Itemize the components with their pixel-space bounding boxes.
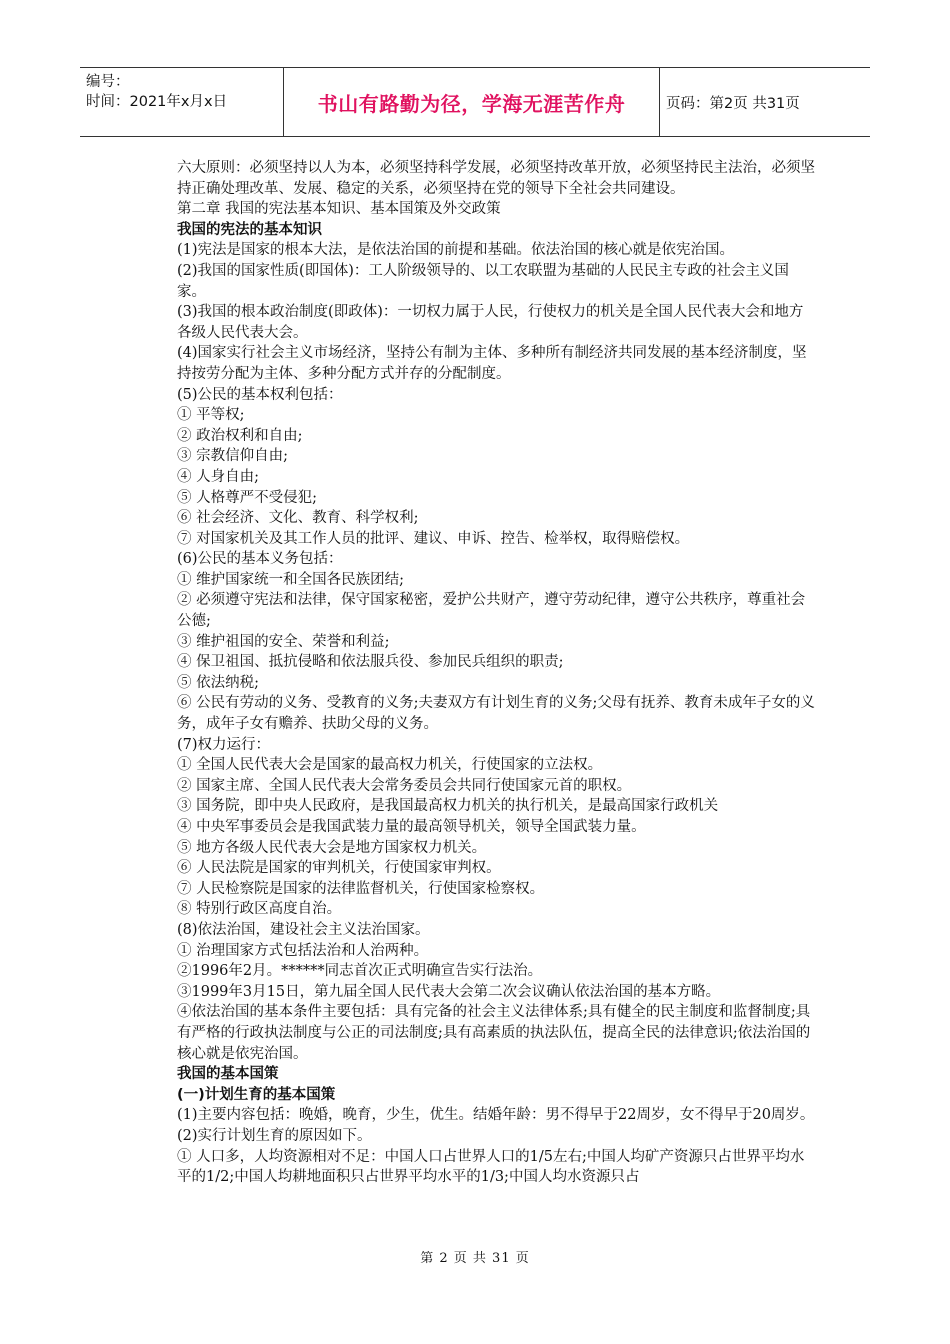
body-paragraph: 六大原则：必须坚持以人为本，必须坚持科学发展，必须坚持改革开放，必须坚持民主法治，必须坚持正确处理改革、发展、稳定的关系，必须坚持在党的领导下全社会共同建设。	[177, 160, 815, 197]
body-paragraph: (2)我国的国家性质(即国体)：工人阶级领导的、以工农联盟为基础的人民民主专政的社会主义国家。	[177, 262, 789, 300]
body-paragraph: ① 平等权;	[177, 407, 245, 424]
body-paragraph: ⑦ 人民检察院是国家的法律监督机关，行使国家检察权。	[177, 880, 545, 897]
body-paragraph: (1)宪法是国家的根本大法，是依法治国的前提和基础。依法治国的核心就是依宪治国。	[177, 242, 735, 259]
body-paragraph: ④依法治国的基本条件主要包括：具有完备的社会主义法律体系;具有健全的民主制度和监督制度;具有严格的行政执法制度与公正的司法制度;具有高素质的执法队伍，提高全民的法律意识;依法治国的核心就是依宪治国。	[177, 1004, 811, 1062]
body-paragraph: ②1996年2月。******同志首次正式明确宣告实行法治。	[177, 963, 543, 980]
body-paragraph: (1)主要内容包括：晚婚，晚育，少生，优生。结婚年龄：男不得早于22周岁，女不得早于20周岁。	[177, 1107, 815, 1124]
body-paragraph: (7)权力运行：	[177, 736, 271, 753]
body-paragraph: ⑤ 依法纳税;	[177, 674, 259, 691]
motto-text: 书山有路勤为径，学海无涯苦作舟	[317, 91, 626, 116]
body-paragraph: ⑦ 对国家机关及其工作人员的批评、建议、申诉、控告、检举权，取得赔偿权。	[177, 530, 690, 547]
section-heading: 我国的基本国策	[177, 1066, 279, 1083]
page-header	[80, 67, 870, 137]
body-paragraph: (8)依法治国，建设社会主义法治国家。	[177, 921, 430, 938]
body-paragraph: ④ 人身自由;	[177, 468, 259, 485]
body-paragraph: ① 全国人民代表大会是国家的最高权力机关，行使国家的立法权。	[177, 757, 603, 774]
body-paragraph: (3)我国的根本政治制度(即政体)：一切权力属于人民，行使权力的机关是全国人民代表大会和地方各级人民代表大会。	[177, 304, 804, 341]
body-paragraph: 第二章 我国的宪法基本知识、基本国策及外交政策	[177, 201, 501, 218]
section-heading: (一)计划生育的基本国策	[177, 1086, 336, 1103]
body-paragraph: ③ 国务院，即中央人民政府，是我国最高权力机关的执行机关，是最高国家行政机关	[177, 798, 719, 815]
body-paragraph: (5)公民的基本权利包括：	[177, 386, 343, 403]
document-body	[177, 158, 817, 1188]
body-paragraph: ① 人口多，人均资源相对不足：中国人口占世界人口的1/5左右;中国人均矿产资源只占世界平均水平的1/2;中国人均耕地面积只占世界平均水平的1/3;中国人均水资源只占	[177, 1148, 805, 1186]
body-paragraph: ③1999年3月15日，第九届全国人民代表大会第二次会议确认依法治国的基本方略。	[177, 983, 721, 1000]
body-paragraph: (6)公民的基本义务包括：	[177, 551, 343, 568]
header-page-info: 页码：第2页 共31页	[666, 95, 800, 112]
body-paragraph: ③ 宗教信仰自由;	[177, 448, 288, 465]
body-paragraph: ② 国家主席、全国人民代表大会常务委员会共同行使国家元首的职权。	[177, 777, 632, 794]
body-paragraph: ① 治理国家方式包括法治和人治两种。	[177, 942, 429, 959]
body-paragraph: ② 必须遵守宪法和法律，保守国家秘密，爱护公共财产，遵守劳动纪律，遵守公共秩序，尊重社会公德;	[177, 592, 806, 630]
body-paragraph: (2)实行计划生育的原因如下。	[177, 1127, 372, 1144]
body-paragraph: ⑤ 地方各级人民代表大会是地方国家权力机关。	[177, 839, 487, 856]
header-page-cell	[660, 68, 870, 136]
body-paragraph: ⑧ 特别行政区高度自治。	[177, 901, 342, 918]
body-paragraph: ① 维护国家统一和全国各民族团结;	[177, 571, 404, 588]
body-paragraph: ② 政治权利和自由;	[177, 427, 303, 444]
body-paragraph: (4)国家实行社会主义市场经济，坚持公有制为主体、多种所有制经济共同发展的基本经济制度，坚持按劳分配为主体、多种分配方式并存的分配制度。	[177, 345, 807, 382]
page-footer	[0, 1247, 950, 1266]
footer-page-number: 第 2 页 共 31 页	[420, 1251, 530, 1266]
body-paragraph: ⑥ 公民有劳动的义务、受教育的义务;夫妻双方有计划生育的义务;父母有抚养、教育未成年子女的义务，成年子女有赡养、扶助父母的义务。	[177, 695, 815, 733]
body-paragraph: ③ 维护祖国的安全、荣誉和利益;	[177, 633, 390, 650]
section-heading: 我国的宪法的基本知识	[177, 221, 322, 238]
body-paragraph: ④ 中央军事委员会是我国武装力量的最高领导机关，领导全国武装力量。	[177, 819, 646, 835]
header-meta	[80, 68, 283, 136]
body-paragraph: ④ 保卫祖国、抵抗侵略和依法服兵役、参加民兵组织的职责;	[177, 654, 564, 671]
body-paragraph: ⑥ 人民法院是国家的审判机关，行使国家审判权。	[177, 860, 501, 877]
header-motto-cell	[283, 68, 660, 136]
doc-time-label: 时间：2021年x月x日	[86, 94, 228, 110]
body-paragraph: ⑥ 社会经济、文化、教育、科学权利;	[177, 510, 419, 527]
doc-id-label: 编号：	[86, 74, 130, 90]
body-paragraph: ⑤ 人格尊严不受侵犯;	[177, 489, 317, 506]
